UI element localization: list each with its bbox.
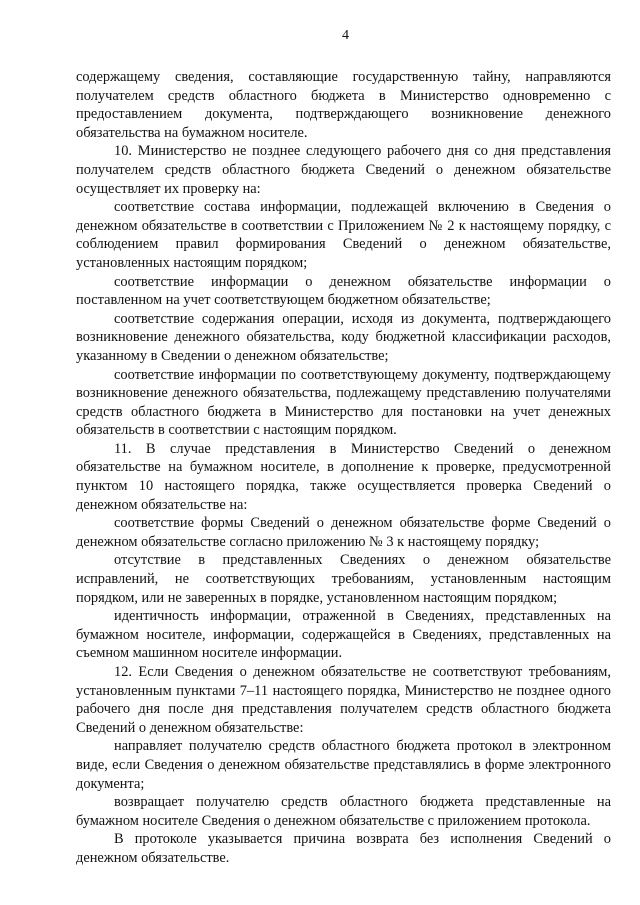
paragraph-protocol-reason: В протоколе указывается причина возврата без исполнения Сведений о денежном обязательстве. [76,831,611,866]
document-body [76,68,611,868]
paragraph-check-document: соответствие информации по соответствующему документу, подтверждающему возникновение денежного обязательства, подлежащему представлению получателями средств областного бюджета в Министерство для постановки на учет денежных обязательств в соответствии с настоящим порядком. [76,366,611,439]
paragraph-check-composition: соответствие состава информации, подлежащей включению в Сведения о денежном обязательстве в соответствии с Приложением № 2 к настоящему порядку, с соблюдением правил формирования Сведений о денежном обязательстве, установленных настоящим порядком; [76,199,611,271]
paragraph-check-corrections: отсутствие в представленных Сведениях о денежном обязательстве исправлений, не соответствующих требованиям, установленным настоящим порядком, или не заверенных в порядке, установленном настоящим порядком; [76,552,611,606]
page-number: 4 [342,28,349,43]
paragraph-check-budget-obligation: соответствие информации о денежном обязательстве информации о поставленном на учет соответствующем бюджетном обязательстве; [76,273,611,309]
paragraph-send-protocol: направляет получателю средств областного бюджета протокол в электронном виде, если Сведения о денежном обязательстве представлялись в форме электронного документа; [76,738,611,792]
paragraph-check-form: соответствие формы Сведений о денежном обязательстве форме Сведений о денежном обязательстве согласно приложению № 3 к настоящему порядку; [76,515,611,550]
paragraph-check-identity: идентичность информации, отраженной в Сведениях, представленных на бумажном носителе, информации, содержащейся в Сведениях, представленных на съемном машинном носителе информации. [76,608,611,662]
paragraph-check-operation-content: соответствие содержания операции, исходя из документа, подтверждающего возникновение денежного обязательства, коду бюджетной классификации расходов, указанному в Сведении о денежном обязательстве; [76,310,611,364]
paragraph-clause-12: 12. Если Сведения о денежном обязательстве не соответствуют требованиям, установленным пунктами 7–11 настоящего порядка, Министерство не позднее одного рабочего дня после дня представления получателем средств областного бюджета Сведений о денежном обязательстве: [76,664,611,736]
paragraph-clause-10: 10. Министерство не позднее следующего рабочего дня со дня представления получателем средств областного бюджета Сведений о денежном обязательстве осуществляет их проверку на: [76,143,611,197]
paragraph-return-paper: возвращает получателю средств областного бюджета представленные на бумажном носителе Сведения о денежном обязательстве с приложением протокола. [76,794,611,829]
paragraph-continuation: содержащему сведения, составляющие государственную тайну, направляются получателем средств областного бюджета в Министерство одновременно с предоставлением документа, подтверждающего возникновение денежного обязательства на бумажном носителе. [76,69,611,141]
paragraph-clause-11: 11. В случае представления в Министерство Сведений о денежном обязательстве на бумажном носителе, в дополнение к проверке, предусмотренной пунктом 10 настоящего порядка, также осуществляется проверка Сведений о денежном обязательстве на: [76,440,611,513]
